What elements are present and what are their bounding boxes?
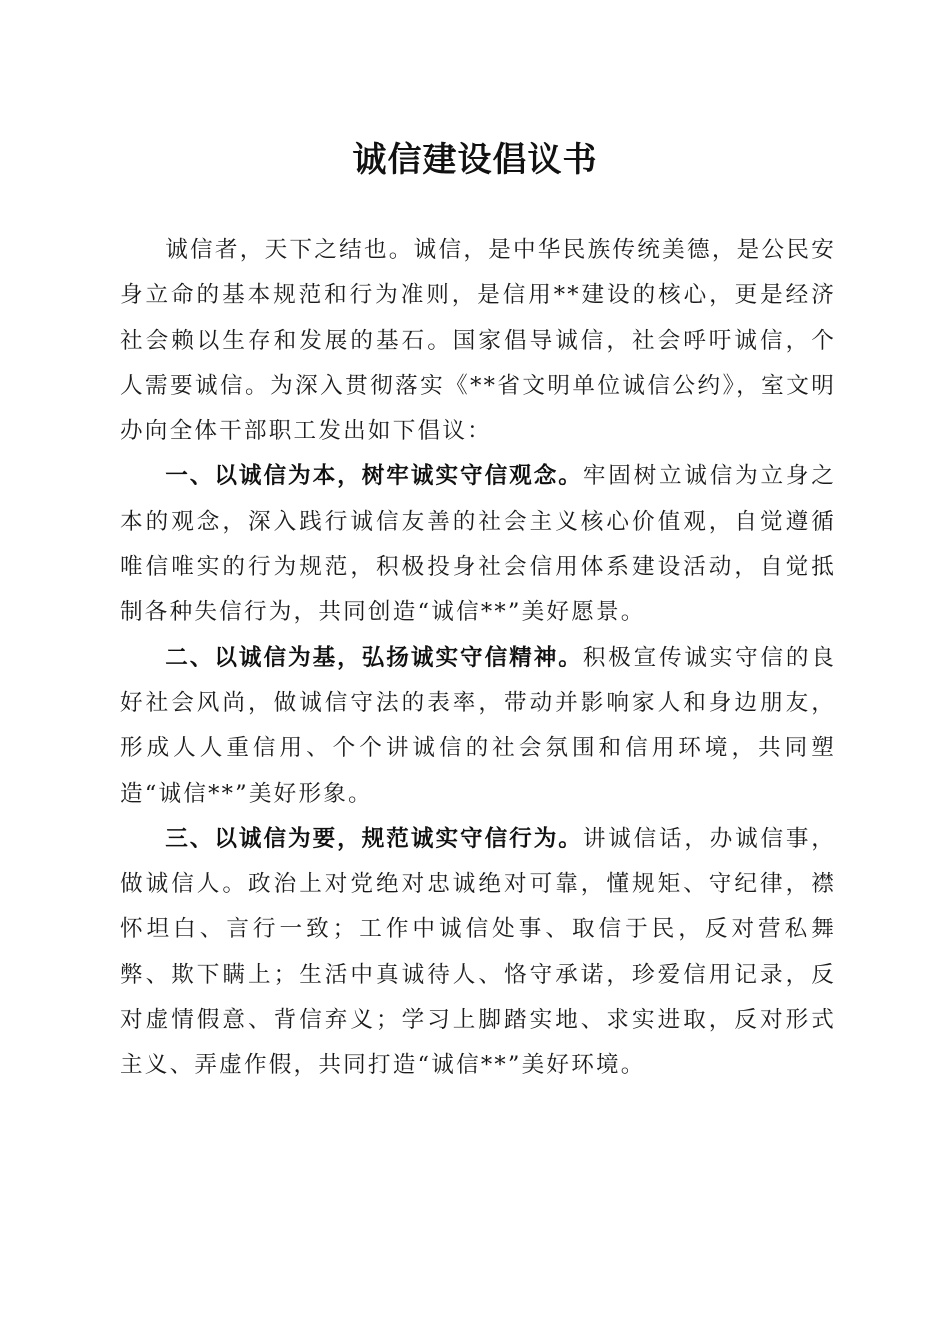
document-title: 诚信建设倡议书 xyxy=(352,140,598,180)
section-heading-1: 一、以诚信为本，树牢诚实守信观念。 xyxy=(165,463,583,490)
section-heading-2: 二、以诚信为基，弘扬诚实守信精神。 xyxy=(165,644,583,671)
section-paragraph-3 xyxy=(120,817,836,1089)
section-heading-3: 三、以诚信为要，规范诚实守信行为。 xyxy=(165,825,583,852)
section-paragraph-1 xyxy=(120,454,836,635)
section-text-1: 牢固树立诚信为立身之本的观念，深入践行诚信友善的社会主义核心价值观，自觉遵循唯信唯实的行为规范，积极投身社会信用体系建设活动，自觉抵制各种失信行为，共同创造“诚信**”美好愿景。 xyxy=(120,463,836,626)
document-body xyxy=(120,228,836,1089)
section-paragraph-2 xyxy=(120,636,836,817)
section-text-2: 积极宣传诚实守信的良好社会风尚，做诚信守法的表率，带动并影响家人和身边朋友，形成人人重信用、个个讲诚信的社会氛围和信用环境，共同塑造“诚信**”美好形象。 xyxy=(120,644,836,807)
intro-paragraph: 诚信者，天下之结也。诚信，是中华民族传统美德，是公民安身立命的基本规范和行为准则，是信用**建设的核心，更是经济社会赖以生存和发展的基石。国家倡导诚信，社会呼吁诚信，个人需要诚信。为深入贯彻落实《**省文明单位诚信公约》，室文明办向全体干部职工发出如下倡议： xyxy=(120,237,836,445)
section-text-3: 讲诚信话，办诚信事，做诚信人。政治上对党绝对忠诚绝对可靠，懂规矩、守纪律，襟怀坦白、言行一致；工作中诚信处事、取信于民，反对营私舞弊、欺下瞒上；生活中真诚待人、恪守承诺，珍爱信用记录，反对虚情假意、背信弃义；学习上脚踏实地、求实进取，反对形式主义、弄虚作假，共同打造“诚信**”美好环境。 xyxy=(120,825,836,1079)
